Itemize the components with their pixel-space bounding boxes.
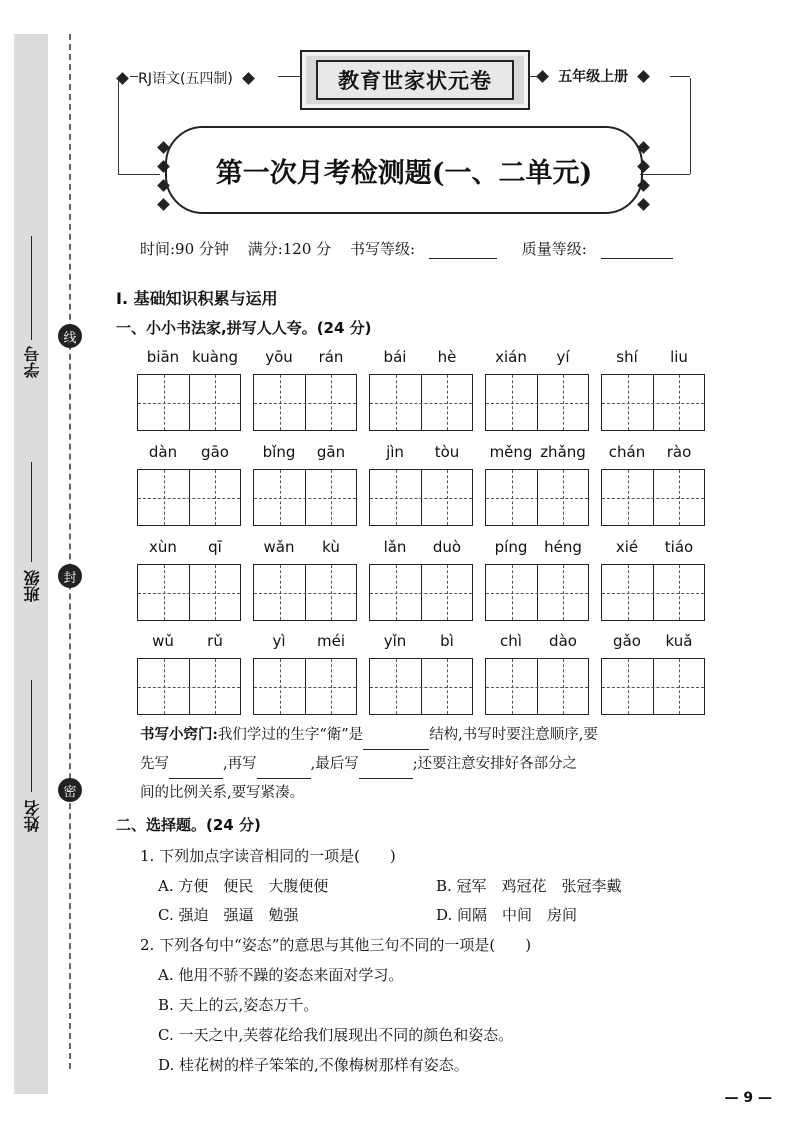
pinyin-label: gāo	[201, 443, 229, 461]
pinyin-label: měng	[489, 443, 533, 461]
quality-grade-blank[interactable]	[601, 258, 673, 259]
writing-cell[interactable]	[369, 658, 473, 715]
binding-dash-line	[69, 34, 71, 1069]
part1-heading: Ⅰ. 基础知识积累与运用	[116, 289, 278, 308]
seal-mi: 密	[58, 778, 82, 802]
pinyin-label: yí	[556, 348, 570, 366]
name-line	[31, 680, 32, 792]
left-tag: RJ语文(五四制)	[118, 68, 253, 88]
pinyin-label: biān	[146, 348, 180, 366]
pinyin-label: xié	[615, 538, 639, 556]
pinyin-label: jìn	[386, 443, 404, 461]
diamond-icon	[536, 70, 549, 83]
writing-grade-label: 书写等级:	[349, 240, 415, 258]
writing-grade-blank[interactable]	[429, 258, 497, 259]
page-number: — 9 —	[724, 1090, 772, 1106]
pinyin-label: gān	[316, 443, 346, 461]
pinyin-label: rào	[666, 443, 692, 461]
q2-2-option-c[interactable]: C. 一天之中,芙蓉花给我们展现出不同的颜色和姿态。	[158, 1026, 514, 1044]
pinyin-label: liu	[670, 348, 688, 366]
writing-cell[interactable]	[601, 469, 705, 526]
seal-feng: 封	[58, 564, 82, 588]
part2-heading: 二、选择题。(24 分)	[116, 816, 261, 834]
seal-xian: 线	[58, 324, 82, 348]
student-no-line	[31, 236, 32, 340]
pinyin-label: tòu	[434, 443, 460, 461]
pinyin-label: lǎn	[383, 538, 407, 556]
writing-cell[interactable]	[601, 374, 705, 431]
pinyin-label: hè	[437, 348, 457, 366]
pinyin-label: rán	[318, 348, 344, 366]
q2-1-question: 1. 下列加点字读音相同的一项是( )	[140, 847, 396, 865]
writing-cell[interactable]	[137, 564, 241, 621]
title-diamonds-right	[636, 140, 652, 216]
pinyin-label: bì	[440, 632, 454, 650]
writing-cell[interactable]	[253, 564, 357, 621]
pinyin-label: píng	[494, 538, 528, 556]
q2-1-option-c[interactable]: C. 强迫 强逼 勉强	[158, 906, 299, 924]
writing-cell[interactable]	[485, 564, 589, 621]
pinyin-label: yì	[272, 632, 286, 650]
title-diamonds-left	[156, 140, 172, 216]
writing-cell[interactable]	[137, 469, 241, 526]
full-score-text: 满分:120 分	[247, 240, 332, 258]
writing-cell[interactable]	[253, 469, 357, 526]
pinyin-label: tiáo	[664, 538, 694, 556]
writing-cell[interactable]	[369, 564, 473, 621]
writing-cell[interactable]	[137, 374, 241, 431]
binding-strip	[14, 34, 48, 1094]
q2-2-option-a[interactable]: A. 他用不骄不躁的姿态来面对学习。	[158, 966, 404, 984]
pinyin-label: qī	[208, 538, 222, 556]
q2-2-question: 2. 下列各句中“姿态”的意思与其他三句不同的一项是( )	[140, 936, 532, 954]
quality-grade-label: 质量等级:	[521, 240, 587, 258]
pinyin-label: wǎn	[263, 538, 295, 556]
name-label: 姓名	[23, 800, 42, 832]
pinyin-label: wǔ	[152, 632, 174, 650]
pinyin-label: yōu	[265, 348, 293, 366]
writing-cell[interactable]	[253, 658, 357, 715]
class-label: 班级	[23, 570, 42, 602]
class-line	[31, 462, 32, 562]
writing-cell[interactable]	[485, 469, 589, 526]
diamond-icon	[242, 72, 255, 85]
q1-heading: 一、小小书法家,拼写人人夸。(24 分)	[116, 319, 372, 337]
writing-cell[interactable]	[601, 658, 705, 715]
pinyin-label: chán	[608, 443, 646, 461]
q2-2-option-b[interactable]: B. 天上的云,姿态万千。	[158, 996, 319, 1014]
pinyin-label: duò	[432, 538, 462, 556]
pinyin-label: yǐn	[383, 632, 407, 650]
pinyin-label: kuǎ	[665, 632, 693, 650]
pinyin-label: xián	[495, 348, 527, 366]
q2-1-option-a[interactable]: A. 方便 便民 大腹便便	[158, 877, 329, 895]
pinyin-label: zhǎng	[540, 443, 586, 461]
writing-tip: 书写小窍门:我们学过的生字“衛”是 结构,书写时要注意顺序,要 先写 ,再写 ,最后写 ;还要注意安排好各部分之 间的比例关系,要写紧凑。	[140, 726, 598, 801]
time-text: 时间:90 分钟	[140, 240, 229, 258]
banner	[300, 50, 530, 110]
pinyin-label: héng	[544, 538, 582, 556]
pinyin-label: dàn	[148, 443, 178, 461]
exam-title: 第一次月考检测题(一、二单元)	[165, 126, 643, 214]
writing-cell[interactable]	[369, 374, 473, 431]
student-no-label: 学号	[23, 346, 42, 378]
pinyin-label: kù	[322, 538, 340, 556]
diamond-icon	[637, 70, 650, 83]
pinyin-label: rǔ	[207, 632, 223, 650]
last-write-blank[interactable]	[359, 778, 413, 779]
q2-1-option-d[interactable]: D. 间隔 中间 房间	[436, 906, 578, 924]
banner-title: 教育世家状元卷	[316, 60, 514, 100]
pinyin-label: gǎo	[613, 632, 641, 650]
tip-label: 书写小窍门:	[140, 726, 218, 743]
writing-cell[interactable]	[485, 374, 589, 431]
writing-cell[interactable]	[137, 658, 241, 715]
pinyin-label: méi	[316, 632, 345, 650]
pinyin-label: bǐng	[262, 443, 296, 461]
writing-cell[interactable]	[485, 658, 589, 715]
pinyin-label: bái	[383, 348, 407, 366]
pinyin-label: chì	[500, 632, 522, 650]
exam-info	[140, 238, 687, 259]
pinyin-label: dào	[549, 632, 577, 650]
q2-1-option-b[interactable]: B. 冠军 鸡冠花 张冠李戴	[436, 877, 622, 895]
writing-cell[interactable]	[601, 564, 705, 621]
pinyin-label: shí	[616, 348, 638, 366]
writing-cell[interactable]	[253, 374, 357, 431]
pinyin-label: kuàng	[192, 348, 238, 366]
writing-cell[interactable]	[369, 469, 473, 526]
q2-2-option-d[interactable]: D. 桂花树的样子笨笨的,不像梅树那样有姿态。	[158, 1056, 469, 1074]
right-tag: 五年级上册	[538, 66, 648, 86]
pinyin-label: xùn	[149, 538, 177, 556]
